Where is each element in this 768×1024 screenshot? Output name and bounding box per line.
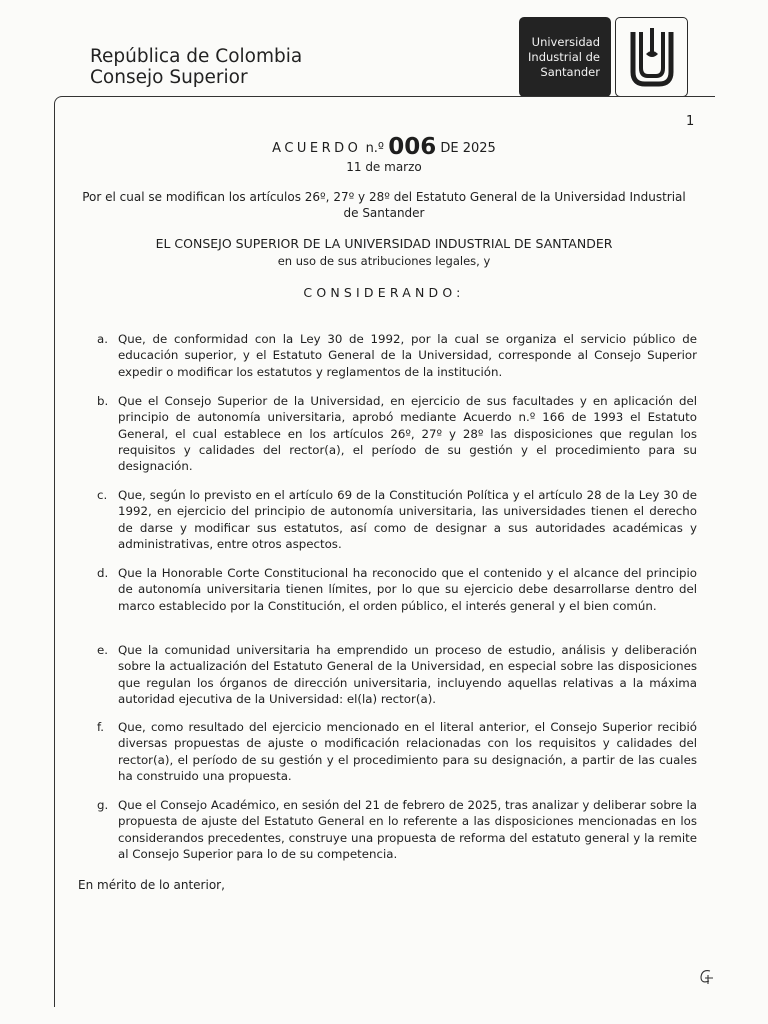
agreement-subject: Por el cual se modifican los artículos 26º, 27º y 28º del Estatuto General de la Universidad Industrial de Santander <box>82 190 686 220</box>
clause-letter: e. <box>97 643 109 657</box>
clause-b <box>97 393 697 474</box>
country-name: República de Colombia <box>90 46 303 67</box>
agreement-title <box>0 134 768 160</box>
council-powers: en uso de sus atribuciones legales, y <box>277 254 491 268</box>
clause-f <box>97 719 697 784</box>
agreement-number: 006 <box>388 134 437 160</box>
council-name: EL CONSEJO SUPERIOR DE LA UNIVERSIDAD INDUSTRIAL DE SANTANDER <box>155 236 613 251</box>
uis-monogram-icon <box>615 17 688 97</box>
logo-line-1: Universidad <box>531 34 600 49</box>
header-organization <box>90 46 302 88</box>
clause-letter: g. <box>97 798 109 812</box>
clause-text: Que, como resultado del ejercicio mencionado en el literal anterior, el Consejo Superior recibió diversas propuestas de ajuste o modificación relacionadas con los requisitos y calidades del rector(a), el período de su gestión y el procedimiento para su designación, a partir de las cuales ha construido una propuesta. <box>118 720 697 783</box>
signature-initials-icon <box>696 966 718 992</box>
page-number: 1 <box>686 114 695 129</box>
clause-text: Que el Consejo Académico, en sesión del 21 de febrero de 2025, tras analizar y deliberar sobre la propuesta de ajuste del Estatuto General en lo referente a las disposiciones mencionadas en los considerandos precedentes, construye una propuesta de reforma del estatuto general y la remite al Consejo Superior para lo de su competencia. <box>118 798 697 861</box>
agreement-label: ACUERDO <box>272 141 362 156</box>
agreement-number-prefix: n.º <box>365 141 385 156</box>
clause-letter: b. <box>97 394 109 408</box>
council-header: Consejo Superior <box>90 67 248 88</box>
clause-a <box>97 331 697 380</box>
considering-heading: CONSIDERANDO: <box>303 285 465 300</box>
clause-letter: c. <box>97 488 108 502</box>
clause-text: Que, de conformidad con la Ley 30 de 1992, por la cual se organiza el servicio público de educación superior, y el Estatuto General de la Universidad, corresponde al Consejo Superior expedir o modificar los estatutos y reglamentos de la institución. <box>118 332 697 379</box>
clause-letter: f. <box>97 720 105 734</box>
logo-line-3: Santander <box>540 64 600 79</box>
clause-g <box>97 797 697 862</box>
clause-text: Que la Honorable Corte Constitucional ha reconocido que el contenido y el alcance del principio de autonomía universitaria tienen límites, por lo que su ejercicio debe desarrollarse dentro del marco establecido por la Constitución, el orden público, el interés general y el bien común. <box>118 566 697 613</box>
clause-text: Que, según lo previsto en el artículo 69 de la Constitución Política y el artículo 28 de la Ley 30 de 1992, en ejercicio del principio de autonomía universitaria, las universidades tienen el derecho de darse y modificar sus estatutos, así como de designar a sus autoridades académicas y administrativas, entre otros aspectos. <box>118 488 697 551</box>
agreement-date: 11 de marzo <box>346 160 422 174</box>
closing-text: En mérito de lo anterior, <box>78 878 225 892</box>
clause-c <box>97 487 697 552</box>
clause-letter: d. <box>97 566 109 580</box>
logo-line-2: Industrial de <box>528 49 600 64</box>
clause-letter: a. <box>97 332 108 346</box>
clause-text: Que la comunidad universitaria ha emprendido un proceso de estudio, análisis y deliberación sobre la actualización del Estatuto General de la Universidad, en especial sobre las disposiciones que regulan los órganos de dirección universitaria, incluyendo aquellas relativas a la máxima autoridad ejecutiva de la Universidad: el(la) rector(a). <box>118 643 697 706</box>
clause-e <box>97 642 697 707</box>
clause-d <box>97 565 697 614</box>
clause-text: Que el Consejo Superior de la Universidad, en ejercicio de sus facultades y en aplicación del principio de autonomía universitaria, aprobó mediante Acuerdo n.º 166 de 1993 el Estatuto General, el cual establece en los artículos 26º, 27º y 28º las disposiciones que regulan los requisitos y calidades del rector(a), el período de su gestión y el procedimiento para su designación. <box>118 394 697 474</box>
university-logo-text <box>519 17 611 97</box>
agreement-year: DE 2025 <box>440 141 496 156</box>
